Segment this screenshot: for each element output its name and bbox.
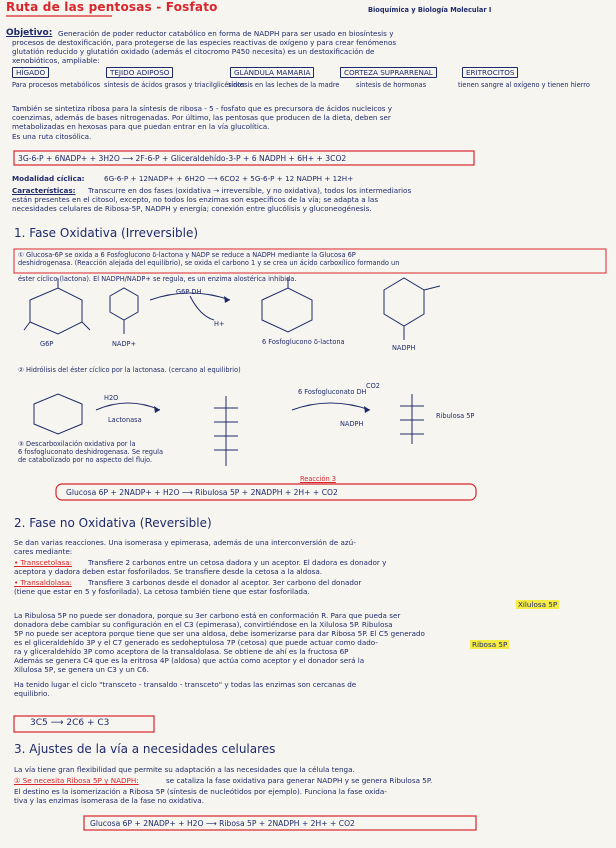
step3-line: ③ Descarboxilación oxidativa por la: [18, 440, 136, 448]
nadph-structure: [384, 278, 440, 340]
nadp-label: NADP+: [112, 340, 137, 348]
objetivo-line: glutatión reducido y glutatión oxidado (además el citocromo P450 necesita) es un destoxificación de: [12, 47, 375, 56]
lactonasa-label: Lactonasa: [108, 416, 142, 424]
caracteristicas-line: están presentes en el citosol, excepto, no todos los enzimas son específicos de la vía; se adapta a las: [12, 195, 379, 204]
fase2-para: donadora debe cambiar su configuración en el C3 (epimerasa), convirtiéndose en la Xilulosa 5P. Ribulosa: [14, 620, 393, 629]
h-plus: H+: [214, 320, 225, 328]
caracteristicas-line: Transcurre en dos fases (oxidativa → irreversible, y no oxidativa), todos los intermediarios: [88, 186, 412, 195]
objetivo-label: Objetivo:: [6, 28, 53, 38]
ribosa-line: También se sintetiza ribosa para la síntesis de ribosa - 5 - fosfato que es precursora de ácidos nucleicos y: [12, 104, 393, 113]
lactone-label: 6 Fosfoglucono δ-lactona: [262, 338, 345, 346]
fase2-para: Xilulosa 5P, se genera un C3 y un C6.: [14, 665, 149, 674]
ribulose-chain: [400, 394, 424, 444]
ribulosa-label: Ribulosa 5P: [436, 412, 475, 420]
nadp-structure: [110, 288, 138, 334]
transcetolasa-text: Transfiere 2 carbonos entre un cetosa dadora y un aceptor. El dadora es donador y: [88, 558, 387, 567]
step1-line: deshidrogenasa. (Reacción alejada del equilibrio), se oxida el carbono 1 y se crea un ácido carboxílico formando un: [18, 259, 400, 267]
fase2-heading: 2. Fase no Oxidativa (Reversible): [14, 516, 212, 530]
fase3-intro: La vía tiene gran flexibilidad que permite su adaptación a las necesidades que la célula tenga.: [14, 765, 355, 774]
enzyme-g6pdh: G6P DH: [176, 288, 202, 296]
tissue-note: síntesis de hormonas: [356, 81, 427, 89]
nadph-label-2: NADPH: [340, 420, 364, 428]
transcetolasa-text: aceptora y dadora deben estar fosforilados. Se transfiere desde la cetosa a la aldosa.: [14, 567, 323, 576]
caracteristicas-label: Características:: [12, 186, 76, 195]
fase3-heading: 3. Ajustes de la vía a necesidades celulares: [14, 742, 276, 756]
transcetolasa-label: • Transcetolasa:: [14, 558, 73, 567]
fase2-para: La Ribulosa 5P no puede ser donadora, porque su 3er carbono está en conformación R. Para que pueda ser: [14, 611, 401, 620]
modalidad-label: Modalidad cíclica:: [12, 174, 85, 183]
6pgdh-arrow: [292, 403, 370, 410]
fase2-para: Además se genera C4 que es la eritrosa 4P (aldosa) que actúa como aceptor y el donador será la: [14, 656, 365, 665]
step1-line: éster cíclico (lactona). El NADPH/NADP+ se regula, es un enzima alostérica inhibida.: [18, 275, 297, 283]
tissue-tag: CORTEZA SUPRARRENAL: [340, 67, 437, 78]
step2-text: ② Hidrólisis del éster cíclico por la lactonasa. (cercano al equilibrio): [18, 366, 241, 374]
tissue-note: síntesis de ácidos grasos y triacilglicéridos: [104, 81, 245, 89]
highlight-xilulosa: Xilulosa 5P: [518, 600, 558, 609]
lactone-structure-2: [34, 394, 82, 434]
fase2-intro: Se dan varias reacciones. Una isomerasa y epimerasa, además de una interconversión de azú-: [14, 538, 356, 547]
fase2-para: Ha tenido lugar el ciclo "transceto - transaldo - transceto" y todas las enzimas son cercanas de: [14, 680, 357, 689]
tissue-tag: TEJIDO ADIPOSO: [106, 67, 173, 78]
lactonasa-arrow: [96, 403, 160, 410]
step1-line: ① Glucosa-6P se oxida a 6 Fosfoglucono δ-lactona y NADP se reduce a NADPH mediante la Glucosa 6P: [18, 251, 356, 259]
caracteristicas-line: necesidades celulares de Ribosa-5P, NADPH y energía; conexión entre glucólisis y gluconeogénesis.: [12, 204, 372, 213]
fase3-item1-label: ① Se necesita Ribosa 5P y NADPH:: [14, 776, 139, 785]
fase2-para: es el gliceraldehído 3P y el C7 generado es sedoheptulosa 7P (cetosa) que puede actuar como dado-: [14, 638, 378, 647]
fase3-item1-text: El destino es la isomerización a Ribosa 5P (síntesis de nucleótidos por ejemplo). Funciona la fase oxida-: [14, 787, 387, 796]
fase1-equation: Glucosa 6P + 2NADP+ + H2O ⟶ Ribulosa 5P + 2NADPH + 2H+ + CO2: [66, 488, 338, 497]
fase2-para: equilibrio.: [14, 689, 50, 698]
tissue-tag: ERITROCITOS: [462, 67, 518, 78]
reaccion3-label: Reacción 3: [300, 475, 336, 483]
fase3-item1-text: se cataliza la fase oxidativa para generar NADPH y se genera Ribulosa 5P.: [166, 776, 433, 785]
objetivo-line: Generación de poder reductor catabólico en forma de NADPH para ser usado en biosíntesis y: [58, 29, 394, 38]
6pgdh-label: 6 Fosfogluconato DH: [298, 388, 367, 396]
co2-label: CO2: [366, 382, 380, 390]
citosolica-note: Es una ruta citosólica.: [12, 132, 92, 141]
nadph-label: NADPH: [392, 344, 416, 352]
tissue-note: tienen sangre al oxígeno y tienen hierro: [458, 81, 590, 89]
fase2-para: ra y gliceraldehído 3P como aceptora de la transaldolasa. Se obtiene de ahí es la fructosa 6P: [14, 647, 349, 656]
step3-line: 6 fosfogluconato deshidrogenasa. Se regula: [18, 448, 164, 456]
step3-line: de catabolizado por no aspecto del flujo.: [18, 456, 153, 464]
fase1-heading: 1. Fase Oxidativa (Irreversible): [14, 226, 199, 240]
overall-equation: 3G-6-P + 6NADP+ + 3H2O ⟶ 2F-6-P + Gliceraldehído-3-P + 6 NADPH + 6H+ + 3CO2: [18, 154, 347, 163]
ribosa-line: metabolizadas en hexosas para que puedan entrar en la vía glucolítica.: [12, 122, 270, 131]
transaldolasa-text: (tiene que estar en 5 y fosforilada). La cetosa también tiene que estar fosforilada.: [14, 587, 310, 596]
objetivo-line: procesos de destoxificación, para protegerse de las especies reactivas de oxígeno y para crear fenómenos: [12, 38, 397, 47]
g6p-label: G6P: [40, 340, 54, 348]
fase2-equation: 3C5 ⟶ 2C6 + C3: [30, 718, 110, 728]
lactone-structure: [262, 278, 312, 332]
gluconate-chain: [214, 396, 238, 466]
transaldolasa-text: Transfiere 3 carbonos desde el donador al aceptor. 3er carbono del donador: [88, 578, 362, 587]
fase2-intro: cares mediante:: [14, 547, 73, 556]
h2o-label: H2O: [104, 394, 119, 402]
ribosa-line: coenzimas, además de bases nitrogenadas. Por último, las pentosas que producen de la dieta, deben ser: [12, 113, 391, 122]
fase3-equation: Glucosa 6P + 2NADP+ + H2O ⟶ Ribosa 5P + 2NADPH + 2H+ + CO2: [90, 819, 355, 828]
page-title: Ruta de las pentosas - Fosfato: [6, 0, 218, 14]
tissue-tag: GLÁNDULA MAMARIA: [230, 67, 314, 78]
tissue-note: síntesis en las leches de la madre: [228, 81, 340, 89]
fase3-item1-text: tiva y las enzimas isomerasa de la fase no oxidativa.: [14, 796, 204, 805]
fase2-para: 5P no puede ser aceptora porque tiene que ser una aldosa, debe isomerizarse para dar Ribosa 5P. El C5 generado: [14, 629, 425, 638]
transaldolasa-label: • Transaldolasa:: [14, 578, 72, 587]
highlight-ribosa: Ribosa 5P: [472, 640, 508, 649]
tissue-note: Para procesos metabólicos: [12, 81, 101, 89]
objetivo-line: xenobióticos, ampliable:: [12, 56, 100, 65]
course-name: Bioquímica y Biología Molecular I: [368, 6, 492, 14]
glucose-6p-structure: [24, 278, 90, 334]
modalidad-equation: 6G-6-P + 12NADP+ + 6H2O ⟶ 6CO2 + 5G-6-P + 12 NADPH + 12H+: [104, 174, 354, 183]
tissue-tag: HÍGADO: [12, 67, 49, 78]
